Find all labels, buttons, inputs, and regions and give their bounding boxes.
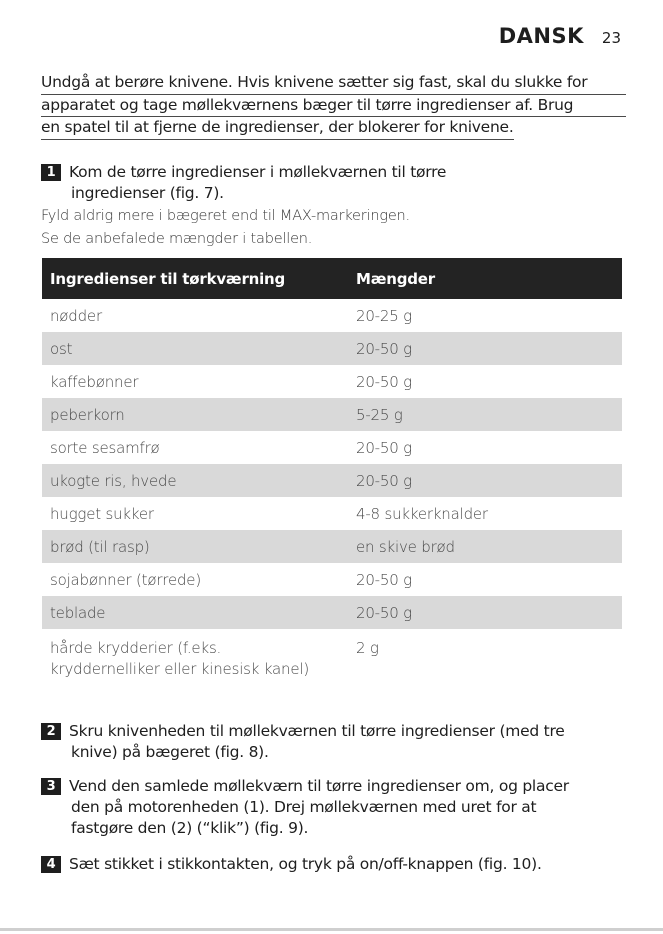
step-text: ingredienser (fig. 7). xyxy=(71,184,224,202)
table-row xyxy=(42,596,622,629)
quantity-cell: 5-25 g xyxy=(356,405,403,424)
quantity-cell: 20-50 g xyxy=(356,372,412,391)
quantity-cell: 20-50 g xyxy=(356,471,412,490)
quantity-cell: 20-25 g xyxy=(356,306,412,325)
ingredient-cell: teblade xyxy=(50,603,106,622)
ingredient-cell: nødder xyxy=(50,306,102,325)
note-max-fill: Fyld aldrig mere i bægeret end til MAX-markeringen. xyxy=(41,208,410,224)
page-header xyxy=(499,24,621,48)
step-1 xyxy=(41,162,446,204)
quantity-cell: 20-50 g xyxy=(356,603,412,622)
table-row xyxy=(42,464,622,497)
ingredient-cell: sorte sesamfrø xyxy=(50,438,160,457)
ingredient-line: kryddernelliker eller kinesisk kanel) xyxy=(50,660,309,678)
ingredient-cell: peberkorn xyxy=(50,405,125,424)
step-text: den på motorenheden (1). Drej møllekværnen med uret for at xyxy=(71,798,537,816)
step-number-badge: 4 xyxy=(41,856,61,873)
table-row xyxy=(42,629,622,689)
page-number: 23 xyxy=(601,29,621,47)
note-see-table: Se de anbefalede mængder i tabellen. xyxy=(41,231,313,247)
step-2 xyxy=(41,721,565,763)
quantities-table xyxy=(42,258,622,689)
step-3 xyxy=(41,776,569,839)
ingredient-cell xyxy=(42,629,345,689)
step-number-badge: 2 xyxy=(41,723,61,740)
ingredient-cell: brød (til rasp) xyxy=(50,537,150,556)
ingredient-cell: kaffebønner xyxy=(50,372,139,391)
table-row xyxy=(42,563,622,596)
quantity-cell: 20-50 g xyxy=(356,438,412,457)
ingredient-cell: sojabønner (tørrede) xyxy=(50,570,201,589)
quantity-cell: 20-50 g xyxy=(356,339,412,358)
table-row xyxy=(42,530,622,563)
step-text: Sæt stikket i stikkontakten, og tryk på on/off-knappen (fig. 10). xyxy=(69,855,542,873)
warning-line: en spatel til at fjerne de ingredienser, der blokerer for knivene. xyxy=(41,117,514,140)
step-number-badge: 3 xyxy=(41,778,61,795)
step-text: Skru knivenheden til møllekværnen til tørre ingredienser (med tre xyxy=(69,722,565,740)
warning-line: apparatet og tage møllekværnens bæger til tørre ingredienser af. Brug xyxy=(41,95,626,118)
table-row xyxy=(42,431,622,464)
quantity-cell: 4-8 sukkerknalder xyxy=(356,504,488,523)
warning-line: Undgå at berøre knivene. Hvis knivene sætter sig fast, skal du slukke for xyxy=(41,72,626,95)
step-text: Vend den samlede møllekværn til tørre ingredienser om, og placer xyxy=(69,777,569,795)
step-text: fastgøre den (2) (“klik”) (fig. 9). xyxy=(71,819,309,837)
ingredient-line: hårde krydderier (f.eks. xyxy=(50,639,222,657)
column-header-quantities: Mængder xyxy=(356,269,435,288)
table-row xyxy=(42,299,622,332)
table-header-row xyxy=(42,258,622,299)
warning-text xyxy=(41,72,626,140)
table-row xyxy=(42,497,622,530)
step-text: Kom de tørre ingredienser i møllekværnen til tørre xyxy=(69,163,447,181)
table-row xyxy=(42,398,622,431)
step-text: knive) på bægeret (fig. 8). xyxy=(71,743,269,761)
quantity-cell: en skive brød xyxy=(356,537,455,556)
ingredient-cell: ost xyxy=(50,339,73,358)
language-label: DANSK xyxy=(498,24,584,48)
table-row xyxy=(42,332,622,365)
table-row xyxy=(42,365,622,398)
page-bottom-rule xyxy=(0,928,663,931)
step-number-badge: 1 xyxy=(41,164,61,181)
ingredient-cell: hugget sukker xyxy=(50,504,154,523)
step-4 xyxy=(41,854,542,875)
ingredient-cell: ukogte ris, hvede xyxy=(50,471,177,490)
quantity-cell: 2 g xyxy=(356,639,379,657)
column-header-ingredients: Ingredienser til tørkværning xyxy=(50,269,286,288)
quantity-cell: 20-50 g xyxy=(356,570,412,589)
